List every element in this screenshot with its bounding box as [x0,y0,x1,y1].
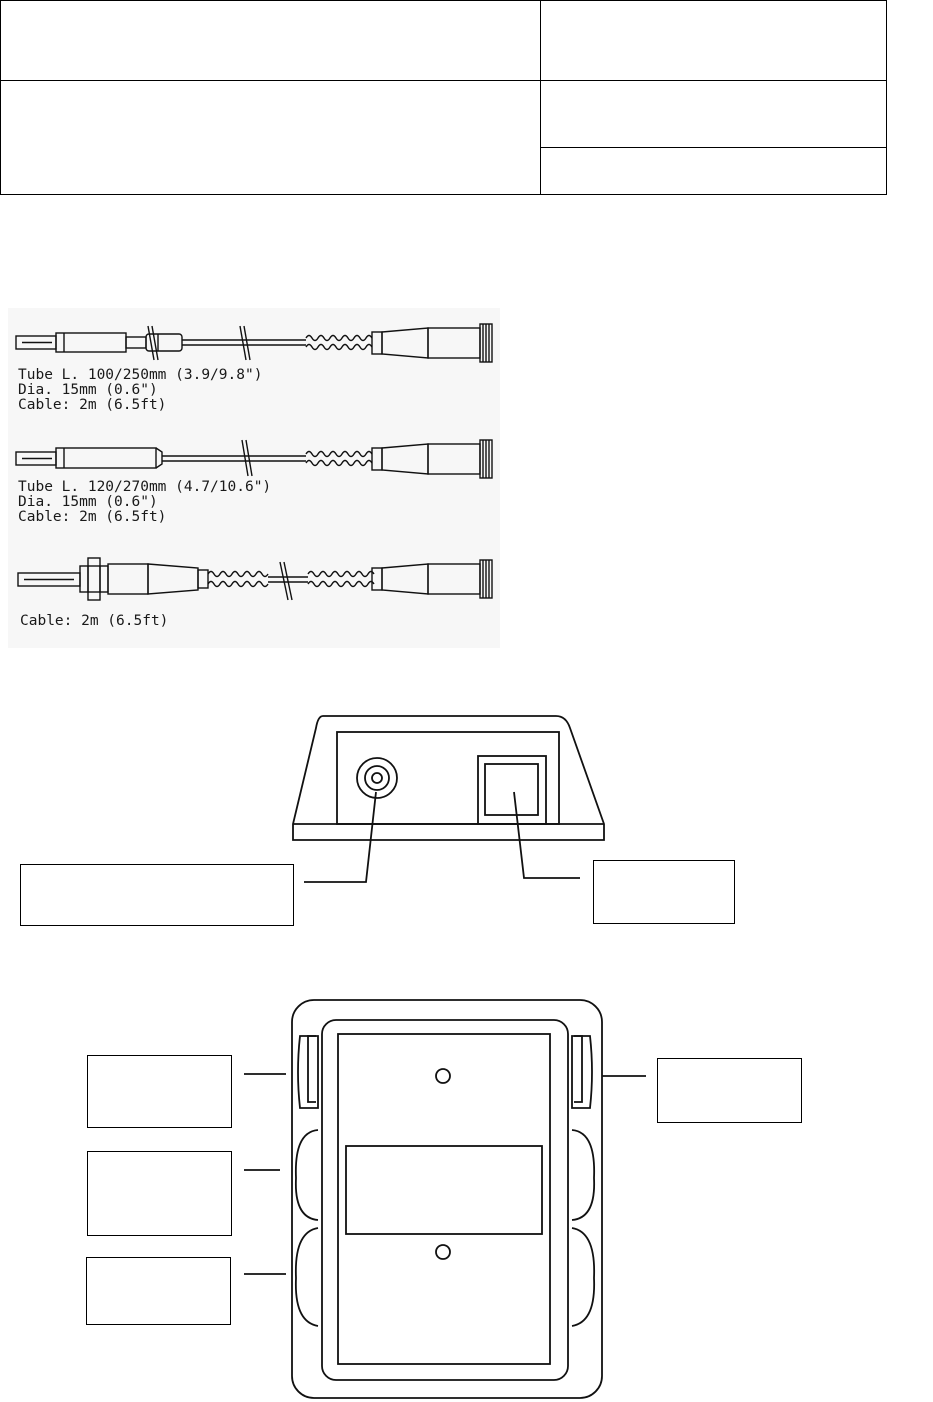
spec-cell [1,1,541,81]
left-callout-box-3 [86,1257,231,1325]
left-callout-box-2 [87,1151,232,1236]
probe-1-drawing [8,308,500,368]
probe-1-label-2: Dia. 15mm (0.6") [18,382,158,398]
spec-cell [1,81,541,195]
spec-cell [541,1,887,81]
probe-2-label-1: Tube L. 120/270mm (4.7/10.6") [18,479,272,495]
probe-2-label-2: Dia. 15mm (0.6") [18,494,158,510]
probe-illustration-panel [8,308,500,648]
left-callout-box-1 [87,1055,232,1128]
right-callout-box [657,1058,802,1123]
probe-1-label-3: Cable: 2m (6.5ft) [18,397,167,413]
spec-cell [541,81,887,148]
probe-3-drawing [8,544,500,614]
connector-callout-box [20,864,294,926]
spec-cell [541,148,887,195]
probe-3-label-1: Cable: 2m (6.5ft) [20,613,169,629]
spec-table [0,0,887,195]
probe-2-label-3: Cable: 2m (6.5ft) [18,509,167,525]
probe-1-label-1: Tube L. 100/250mm (3.9/9.8") [18,367,263,383]
socket-callout-box [593,860,735,924]
